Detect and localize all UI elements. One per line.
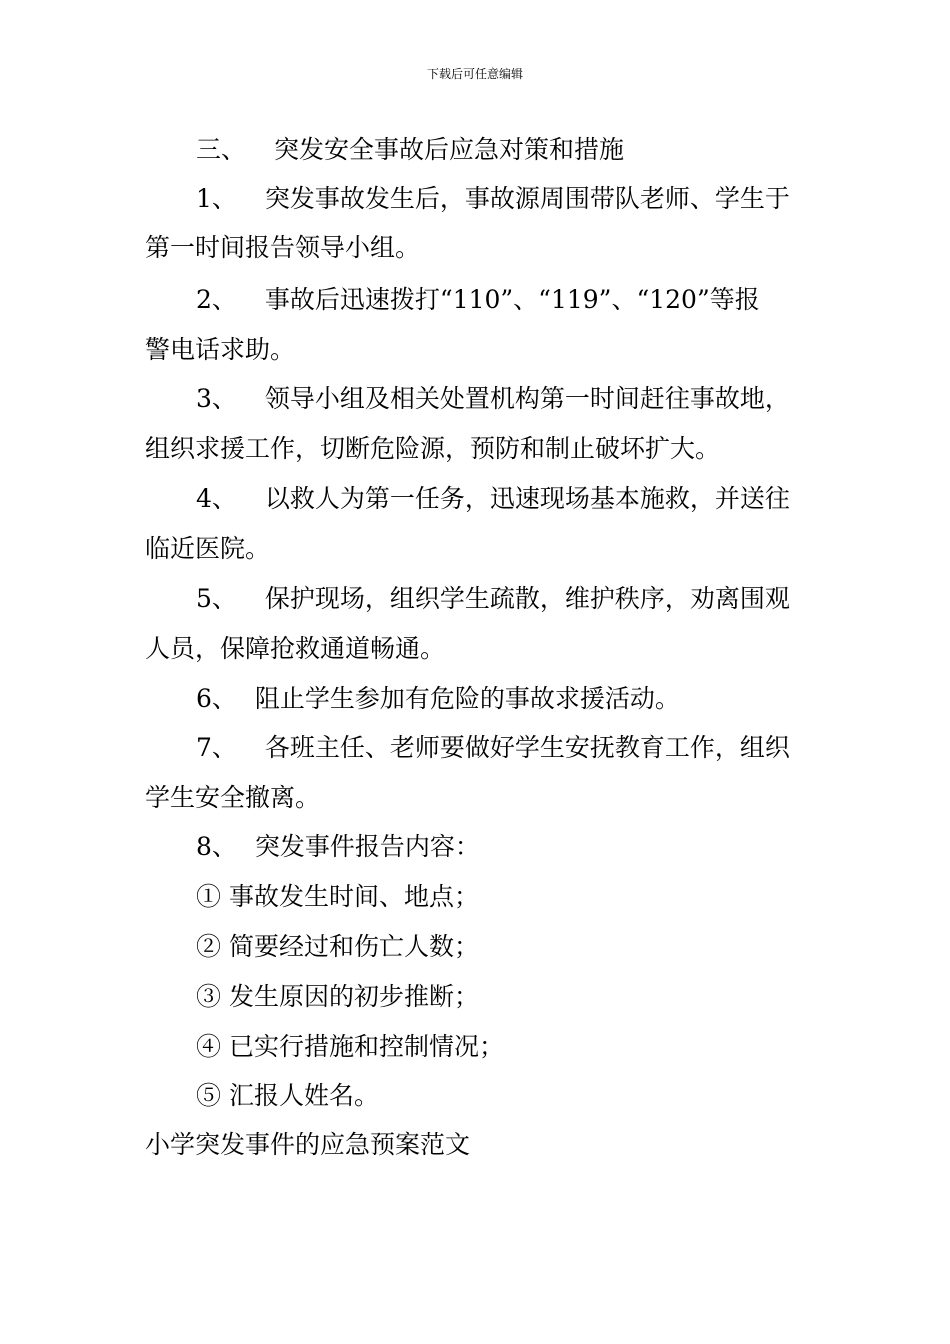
report-item-4: [196, 1032, 876, 1062]
item-number: 7、: [196, 733, 237, 762]
list-item-7: [196, 733, 876, 763]
report-item-text: 事故发生时间、地点；: [228, 882, 479, 911]
circled-number: ⑤: [196, 1081, 222, 1110]
report-item-3: [196, 982, 876, 1012]
item-number: 8、: [196, 832, 237, 861]
circled-number: ②: [196, 932, 222, 961]
report-item-2: [196, 932, 876, 962]
item-text: 突发事故发生后，事故源周围带队老师、学生于: [264, 184, 790, 213]
section-title: 突发安全事故后应急对策和措施: [274, 135, 625, 164]
list-item-6: [196, 684, 876, 714]
list-item-1-continued: 第一时间报告领导小组。: [145, 233, 421, 262]
item-text: 领导小组及相关处置机构第一时间赶往事故地，: [264, 384, 790, 413]
list-item-2: [196, 285, 876, 315]
list-item-5-continued: 人员，保障抢救通道畅通。: [145, 634, 446, 663]
item-text: 保护现场，组织学生疏散，维护秩序，劝离围观: [264, 584, 790, 613]
list-item-1: [196, 184, 876, 214]
item-text: 事故后迅速拨打“110”、“119”、“120”等报: [264, 285, 760, 314]
report-item-text: 已实行措施和控制情况；: [228, 1032, 504, 1061]
report-item-1: [196, 882, 876, 912]
item-text: 阻止学生参加有危险的事故求援活动。: [254, 684, 680, 713]
list-item-8: [196, 832, 876, 862]
list-item-5: [196, 584, 876, 614]
item-text: 突发事件报告内容：: [254, 832, 480, 861]
list-item-7-continued: 学生安全撤离。: [145, 783, 321, 812]
header-note: 下载后可任意编辑: [426, 67, 523, 81]
list-item-4-continued: 临近医院。: [145, 534, 271, 563]
report-item-5: [196, 1081, 876, 1111]
item-text: 以救人为第一任务，迅速现场基本施救，并送往: [264, 484, 790, 513]
item-number: 2、: [196, 285, 237, 314]
report-item-text: 汇报人姓名。: [228, 1081, 379, 1110]
circled-number: ④: [196, 1032, 222, 1061]
list-item-2-continued: 警电话求助。: [145, 335, 296, 364]
circled-number: ③: [196, 982, 222, 1011]
report-item-text: 简要经过和伤亡人数；: [228, 932, 479, 961]
section-number: 三、: [196, 135, 247, 164]
section-heading: [196, 135, 876, 165]
item-number: 4、: [196, 484, 237, 513]
list-item-3-continued: 组织求援工作，切断危险源，预防和制止破坏扩大。: [145, 434, 721, 463]
item-text: 各班主任、老师要做好学生安抚教育工作，组织: [264, 733, 790, 762]
report-item-text: 发生原因的初步推断；: [228, 982, 479, 1011]
item-number: 5、: [196, 584, 237, 613]
item-number: 3、: [196, 384, 237, 413]
circled-number: ①: [196, 882, 222, 911]
document-title: 小学突发事件的应急预案范文: [145, 1130, 471, 1159]
list-item-3: [196, 384, 876, 414]
item-number: 6、: [196, 684, 237, 713]
item-number: 1、: [196, 184, 237, 213]
list-item-4: [196, 484, 876, 514]
